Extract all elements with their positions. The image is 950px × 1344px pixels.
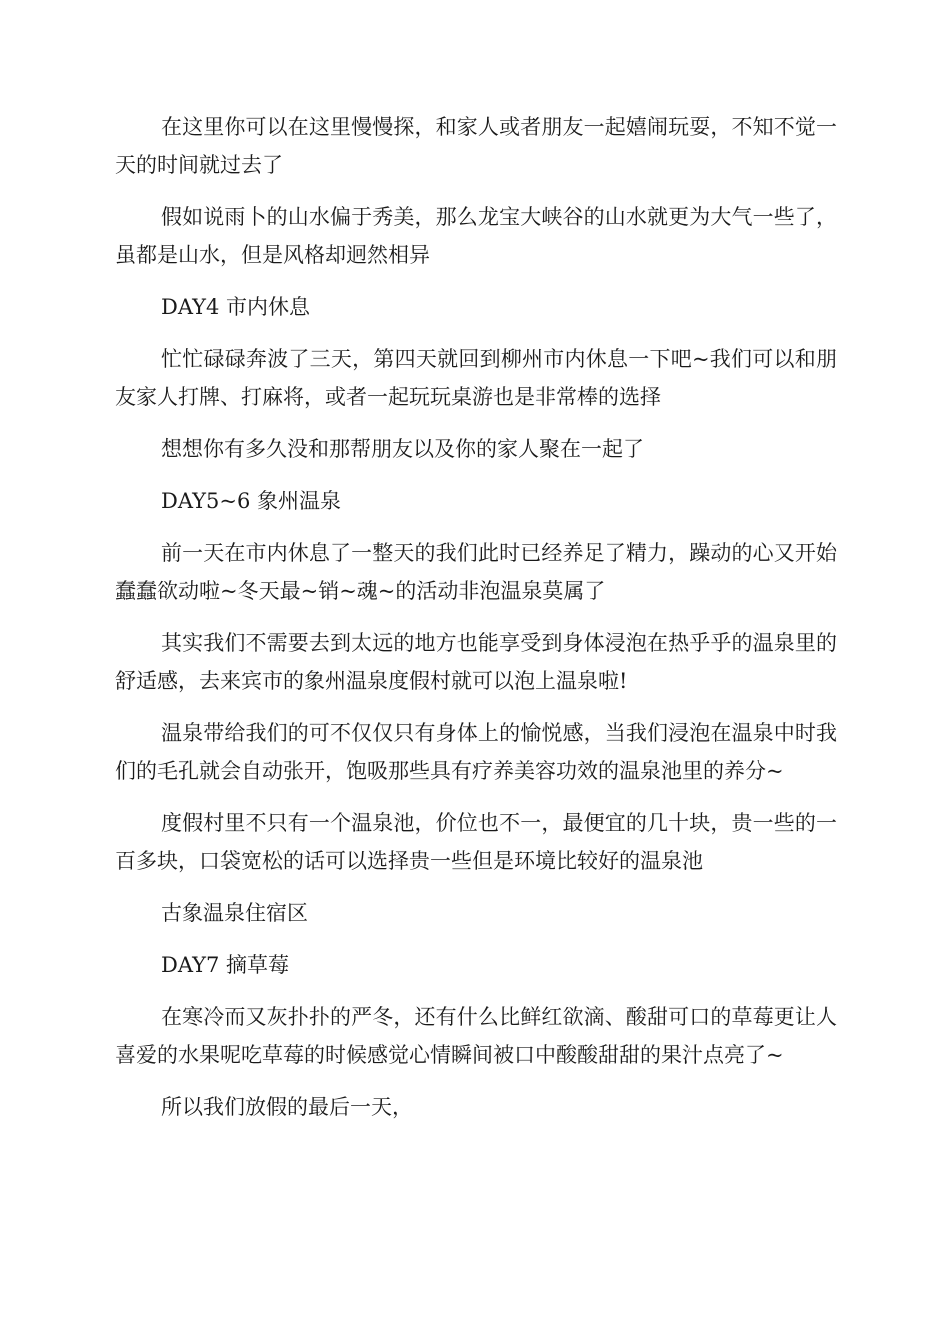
- paragraph-9: 在寒冷而又灰扑扑的严冬，还有什么比鲜红欲滴、酸甜可口的草莓更让人喜爱的水果呢吃草莓的时候感觉心情瞬间被口中酸酸甜甜的果汁点亮了~: [115, 1005, 837, 1067]
- section-heading-day4: DAY4 市内休息: [161, 295, 311, 319]
- paragraph-7: 温泉带给我们的可不仅仅只有身体上的愉悦感，当我们浸泡在温泉中时我们的毛孔就会自动张开，饱吸那些具有疗养美容功效的温泉池里的养分~: [115, 721, 837, 783]
- paragraph-10: 所以我们放假的最后一天，: [161, 1095, 413, 1119]
- image-caption-gu-xiang: 古象温泉住宿区: [161, 901, 308, 925]
- paragraph-8: 度假村里不只有一个温泉池，价位也不一，最便宜的几十块，贵一些的一百多块，口袋宽松的话可以选择贵一些但是环境比较好的温泉池: [115, 811, 837, 873]
- document-body: [115, 108, 837, 1140]
- paragraph-1: 在这里你可以在这里慢慢探，和家人或者朋友一起嬉闹玩耍，不知不觉一天的时间就过去了: [115, 115, 837, 177]
- paragraph-3: 忙忙碌碌奔波了三天，第四天就回到柳州市内休息一下吧~我们可以和朋友家人打牌、打麻将，或者一起玩玩桌游也是非常棒的选择: [115, 347, 837, 409]
- paragraph-5: 前一天在市内休息了一整天的我们此时已经养足了精力，躁动的心又开始蠢蠢欲动啦~冬天最~销~魂~的活动非泡温泉莫属了: [115, 541, 837, 603]
- section-heading-day7: DAY7 摘草莓: [161, 953, 290, 977]
- paragraph-2: 假如说雨卜的山水偏于秀美，那么龙宝大峡谷的山水就更为大气一些了，虽都是山水，但是风格却迥然相异: [115, 205, 837, 267]
- paragraph-6: 其实我们不需要去到太远的地方也能享受到身体浸泡在热乎乎的温泉里的舒适感，去来宾市的象州温泉度假村就可以泡上温泉啦!: [115, 631, 837, 693]
- section-heading-day5-6: DAY5~6 象州温泉: [161, 489, 342, 513]
- paragraph-4: 想想你有多久没和那帮朋友以及你的家人聚在一起了: [161, 437, 644, 461]
